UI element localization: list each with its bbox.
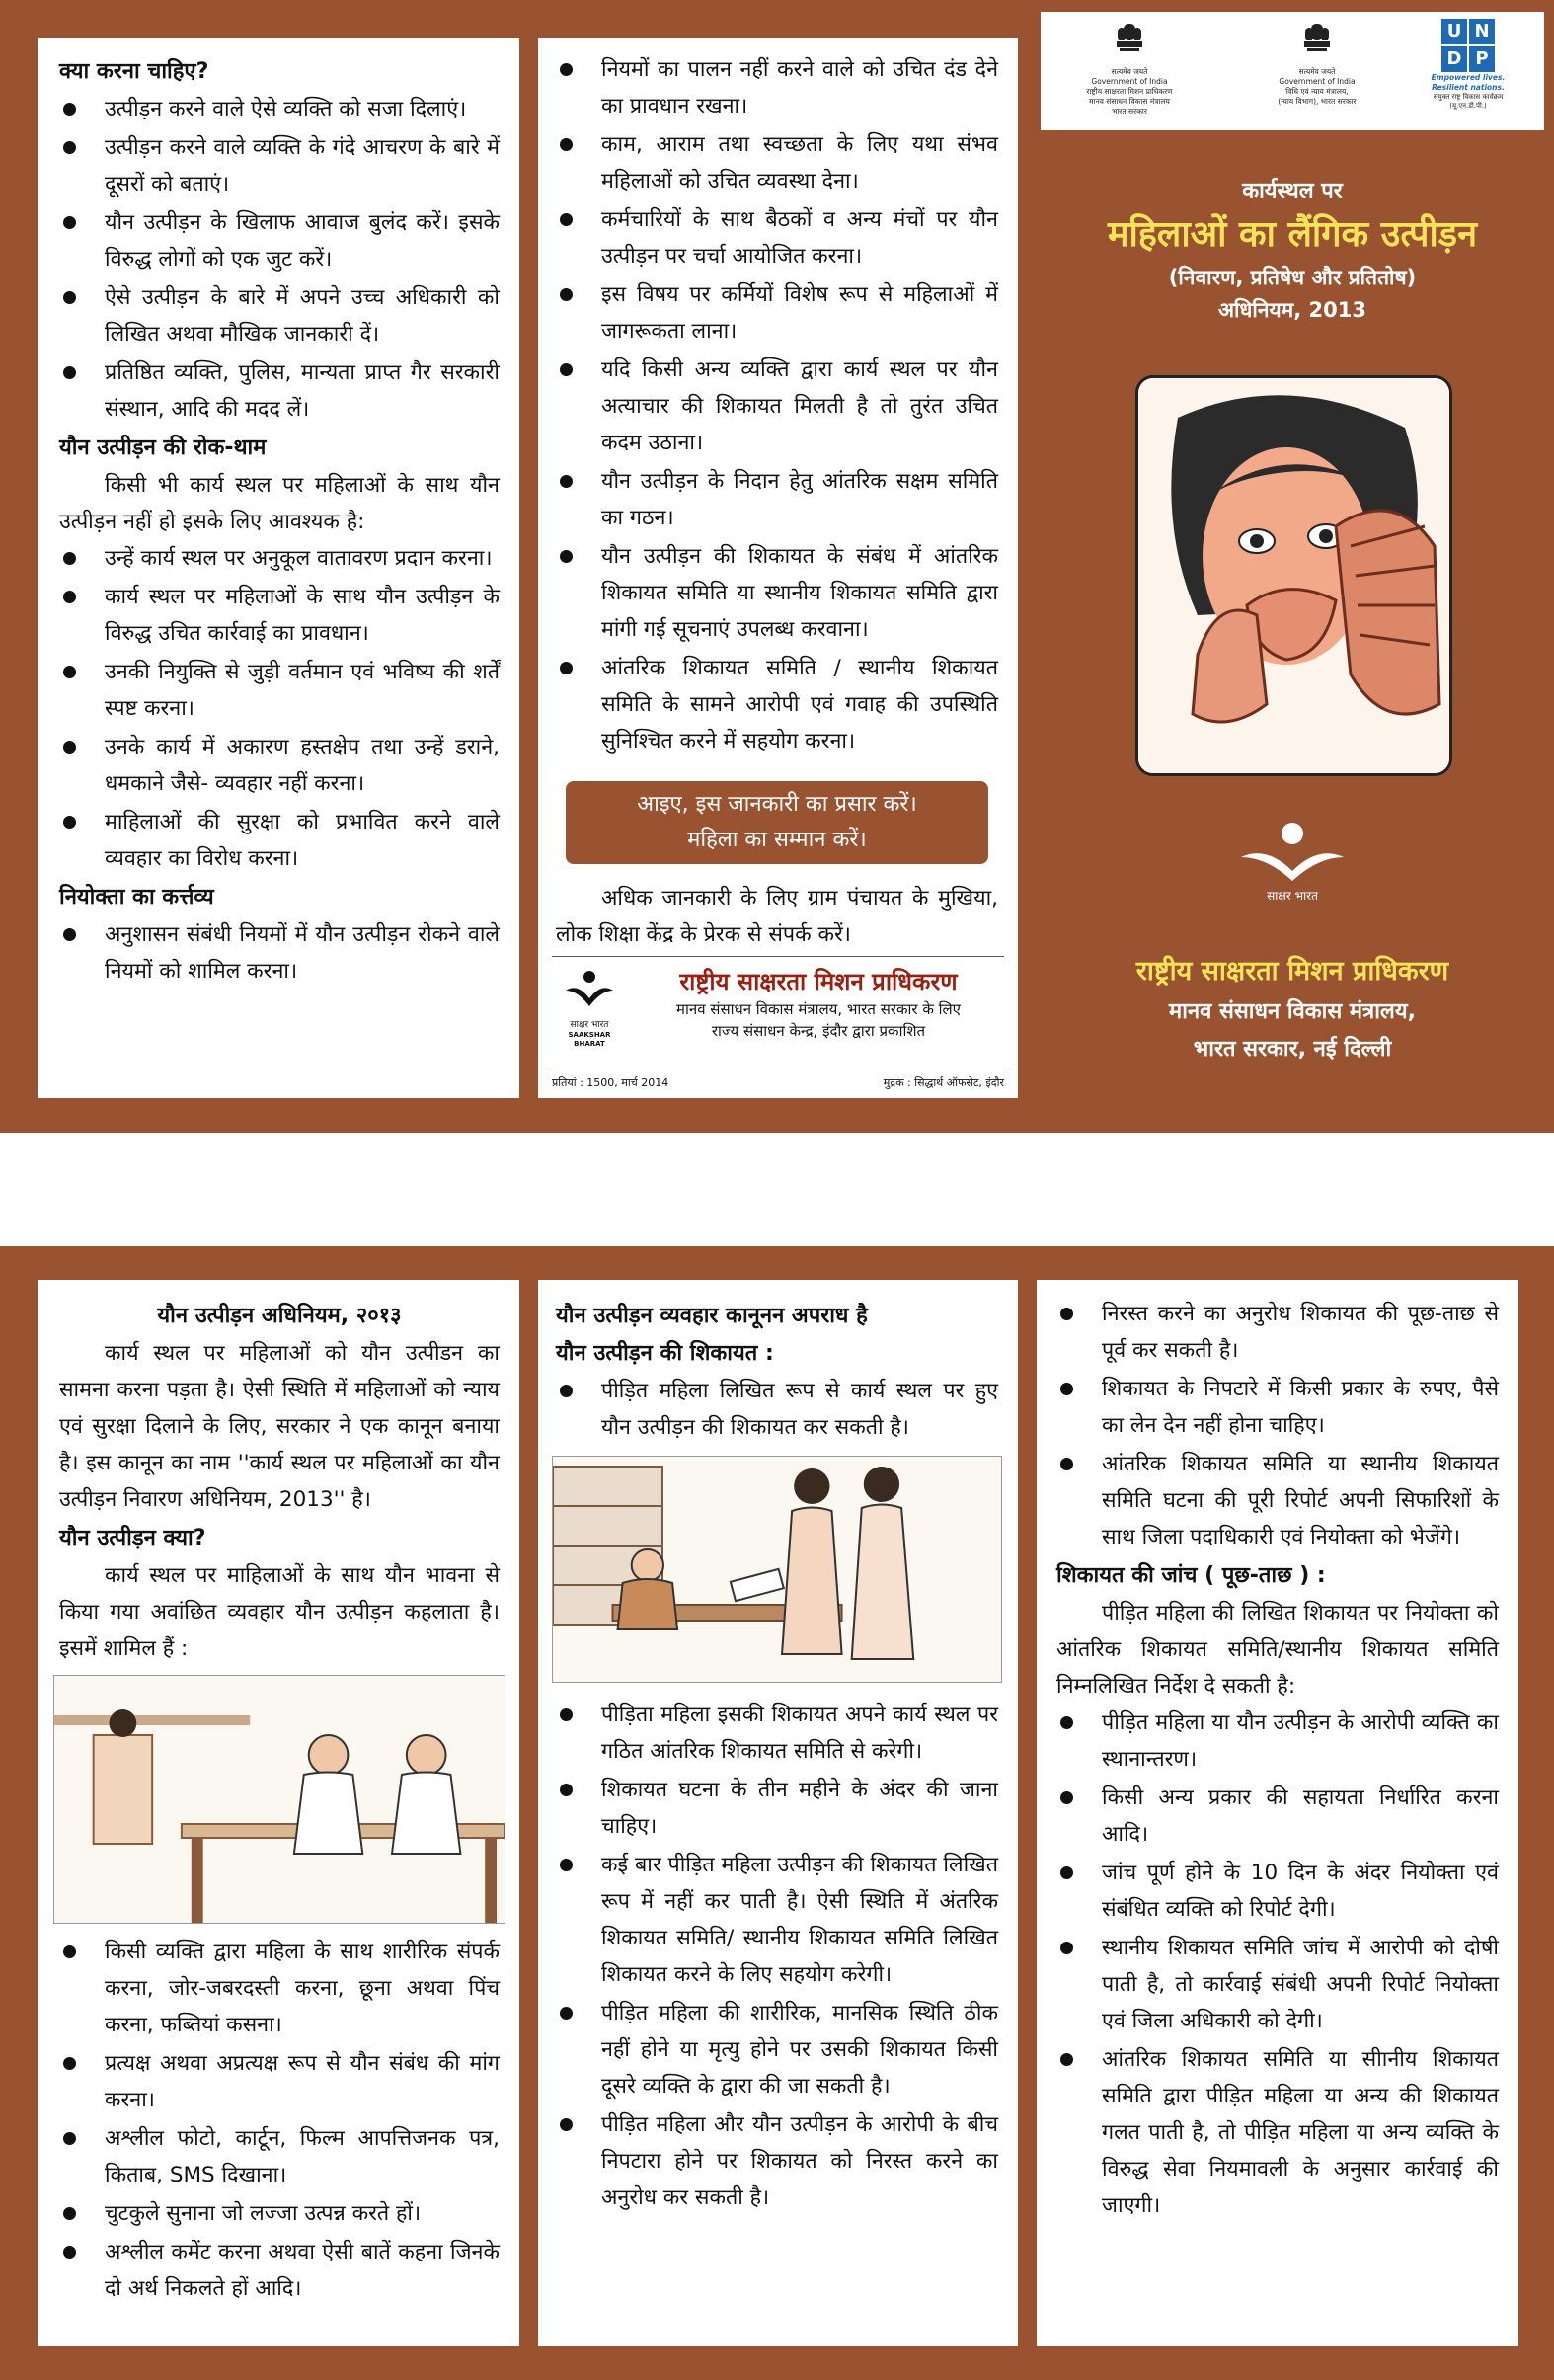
saakshar-bharat-cover-logo — [1041, 820, 1544, 905]
publisher-line: राज्य संसाधन केन्द्र, इंदौर द्वारा प्रकाशित — [711, 1022, 926, 1040]
list-harassment-acts — [59, 1934, 500, 2307]
list-item: निरस्त करने का अनुरोध शिकायत की पूछ-ताछ से पूर्व कर सकती है। — [1056, 1296, 1499, 1369]
list-item: पीड़ित महिला की शारीरिक, मानसिक स्थिति ठीक नहीं होने या मृत्यु होने पर उसकी शिकायत किसी दूसरे व्यक्ति के द्वारा की जा सकती है। — [556, 1995, 998, 2104]
publisher-block — [552, 956, 1004, 1048]
printer-text: मुद्रक : सिद्धार्थ ऑफसेट, इंदौर — [883, 1076, 1004, 1089]
list-item: काम, आराम तथा स्वच्छता के लिए यथा संभव महिलाओं को उचित व्यवस्था देना। — [556, 126, 998, 199]
cover-kicker: कार्यस्थल पर — [1242, 179, 1343, 203]
logo-english: SAAKSHAR BHARAT — [568, 1031, 611, 1048]
cover-illustration — [1135, 375, 1452, 776]
panel-act-intro — [38, 1280, 519, 2346]
complaint-illustration — [552, 1456, 1002, 1683]
undp-letter: U — [1441, 19, 1467, 44]
list-item: चुटकुले सुनाना जो लज्जा उत्पन्न करते हों। — [59, 2195, 500, 2232]
list-item: कार्य स्थल पर महिलाओं के साथ यौन उत्पीड़न के विरुद्ध उचित कार्रवाई का प्रावधान। — [59, 579, 500, 652]
list-inquiry-directions — [1056, 1705, 1499, 2224]
list-complaint-rules — [556, 1697, 998, 2216]
emblem-line: Government of India — [1091, 77, 1168, 86]
heading-legal-crime: यौन उत्पीड़न व्यवहार कानूनन अपराध है — [556, 1304, 868, 1328]
list-item: यौन उत्पीड़न के खिलाफ आवाज बुलंद करें। इसके विरुद्ध लोगों को एक जुट करें। — [59, 204, 500, 278]
list-item: अनुशासन संबंधी नियमों में यौन उत्पीड़न रोकने वाले नियमों को शामिल करना। — [59, 916, 500, 990]
logo-strip — [1041, 12, 1544, 130]
list-item: प्रतिष्ठित व्यक्ति, पुलिस, मान्यता प्राप्त गैर सरकारी संस्थान, आदि की मदद लें। — [59, 355, 500, 428]
heading-complaint: यौन उत्पीड़न की शिकायत : — [556, 1341, 774, 1366]
list-item: किसी अन्य प्रकार की सहायता निर्धारित करना आदि। — [1056, 1780, 1499, 1853]
callout-line: महिला का सम्मान करें। — [687, 828, 867, 852]
office-scene-illustration-icon — [54, 1676, 505, 1923]
emblem-line: राष्ट्रीय साक्षरता मिशन प्राधिकरण — [1086, 87, 1173, 96]
list-item: जांच पूर्ण होने के 10 दिन के अंदर नियोक्ता एवं संबंधित व्यक्ति को रिपोर्ट देगी। — [1056, 1855, 1499, 1928]
prevention-intro: किसी भी कार्य स्थल पर महिलाओं के साथ यौन उत्पीड़न नहीं हो इसके लिए आवश्यक है: — [59, 473, 500, 534]
awareness-callout — [566, 781, 988, 864]
list-item: यौन उत्पीड़न के निदान हेतु आंतरिक सक्षम समिति का गठन। — [556, 463, 998, 536]
emblem-line: Government of India — [1279, 77, 1356, 86]
panel-employer-duties — [538, 38, 1018, 1098]
more-info-text: अधिक जानकारी के लिए ग्राम पंचायत के मुखिया, लोक शिक्षा केंद्र के प्रेरक से संपर्क करें। — [556, 886, 998, 947]
cover-title-block — [1041, 174, 1544, 326]
heading-inquiry: शिकायत की जांच ( पूछ-ताछ ) : — [1056, 1563, 1326, 1588]
panel-title: यौन उत्पीड़न अधिनियम, २०१३ — [157, 1304, 402, 1328]
ashoka-emblem-icon — [1113, 20, 1146, 63]
list-item: नियमों का पालन नहीं करने वाले को उचित दंड देने का प्रावधान रखना। — [556, 51, 998, 124]
callout-line: आइए, इस जानकारी का प्रसार करें। — [637, 792, 917, 817]
list-item: उत्पीड़न करने वाले व्यक्ति के गंदे आचरण के बारे में दूसरों को बताएं। — [59, 129, 500, 202]
list-item: पीड़ित महिला और यौन उत्पीड़न के आरोपी के बीच निपटारा होने पर शिकायत को निरस्त करने का अनुरोध कर सकती है। — [556, 2106, 998, 2216]
complaint-scene-illustration-icon — [553, 1457, 1001, 1682]
list-employer-duty — [59, 916, 500, 990]
list-item: उनकी नियुक्ति से जुड़ी वर्तमान एवं भविष्य की शर्तें स्पष्ट करना। — [59, 654, 500, 727]
list-prevention — [59, 540, 500, 877]
list-item: पीड़ित महिला लिखित रूप से कार्य स्थल पर हुए यौन उत्पीड़न की शिकायत कर सकती है। — [556, 1373, 998, 1446]
list-item: शिकायत घटना के तीन महीने के अंदर की जाना चाहिए। — [556, 1772, 998, 1845]
list-item: किसी व्यक्ति द्वारा महिला के साथ शारीरिक संपर्क करना, जोर-जबरदस्ती करना, छूना अथवा पिंच करना, फब्तियां कसना। — [59, 1934, 500, 2043]
cover-ministry: मानव संसाधन विकास मंत्रालय, — [1169, 999, 1416, 1024]
panel-inquiry — [1037, 1280, 1518, 2346]
emblem-line: भारत सरकार — [1112, 107, 1147, 116]
list-item: स्थानीय शिकायत समिति जांच में आरोपी को दोषी पाती है, तो कार्रवाई संबंधी अपनी रिपोर्ट नियोक्ता एवं जिला अधिकारी को देगी। — [1056, 1930, 1499, 2039]
list-item: आंतरिक शिकायत समिति या स्थानीय शिकायत समिति घटना की पूरी रिपोर्ट अपनी सिफारिशों के साथ जिला पदाधिकारी एवं नियोक्ता को भेजेंगे। — [1056, 1446, 1499, 1555]
emblem-line: सत्यमेव जयते — [1298, 67, 1336, 76]
cover-footer — [1041, 950, 1544, 1069]
cover-gov: भारत सरकार, नई दिल्ली — [1193, 1037, 1392, 1062]
undp-tagline: Resilient nations. — [1432, 83, 1505, 92]
list-item: उनके कार्य में अकारण हस्तक्षेप तथा उन्हें डराने, धमकाने जैसे- व्यवहार नहीं करना। — [59, 729, 500, 802]
emblem-line: मानव संसाधन विकास मंत्रालय — [1089, 97, 1170, 106]
list-item: शिकायत के निपटारे में किसी प्रकार के रुपए, पैसे का लेन देन नहीं होना चाहिए। — [1056, 1371, 1499, 1444]
undp-hindi: संयुक्त राष्ट्र विकास कार्यक्रम (यू.एन.डी.पी.) — [1433, 93, 1504, 110]
print-info — [552, 1071, 1004, 1095]
list-complaint-first — [556, 1373, 998, 1446]
cover-nlma: राष्ट्रीय साक्षरता मिशन प्राधिकरण — [1135, 956, 1449, 987]
saakshar-logo — [552, 969, 627, 1049]
list-settlement — [1056, 1296, 1499, 1555]
nlma-name: राष्ट्रीय साक्षरता मिशन प्राधिकरण — [679, 968, 958, 995]
office-illustration — [53, 1675, 505, 1924]
list-item: अश्लील फोटो, कार्टून, फिल्म आपत्तिजनक पत्र, किताब, SMS दिखाना। — [59, 2120, 500, 2193]
emblem-law-ministry — [1238, 20, 1396, 107]
cover-title: महिलाओं का लैंगिक उत्पीड़न — [1107, 214, 1478, 255]
panel-what-to-do — [38, 38, 519, 1098]
list-item: कई बार पीड़ित महिला उत्पीड़न की शिकायत लिखित रूप में नहीं कर पाती है। ऐसी स्थिति में अंतरिक शिकायत समिति/ स्थानीय शिकायत समिति लिखित शिकायत करने के लिए सहयोग करेगी। — [556, 1847, 998, 1993]
list-item: आंतरिक शिकायत समिति / स्थानीय शिकायत समिति के सामने आरोपी एवं गवाह की उपस्थिति सुनिश्चित करने में सहयोग करना। — [556, 650, 998, 759]
emblem-line: (न्याय विभाग), भारत सरकार — [1278, 97, 1357, 106]
list-item: इस विषय पर कर्मियों विशेष रूप से महिलाओं में जागरूकता लाना। — [556, 277, 998, 350]
emblem-nlma — [1050, 20, 1208, 117]
heading-what-is-harassment: यौन उत्पीड़न क्या? — [59, 1526, 206, 1550]
list-what-to-do — [59, 91, 500, 428]
heading-prevention: यौन उत्पीड़न की रोक-थाम — [59, 436, 267, 460]
list-item: उन्हें कार्य स्थल पर अनुकूल वातावरण प्रदान करना। — [59, 540, 500, 577]
copies-text: प्रतियां : 1500, मार्च 2014 — [552, 1076, 669, 1089]
emblem-line: सत्यमेव जयते — [1111, 67, 1148, 76]
saakshar-bharat-logo-icon — [562, 969, 617, 1008]
list-item: ऐसे उत्पीड़न के बारे में अपने उच्च अधिकारी को लिखित अथवा मौखिक जानकारी दें। — [59, 279, 500, 353]
ashoka-emblem-icon — [1300, 20, 1334, 63]
list-employer-duties — [556, 51, 998, 759]
saakshar-bharat-logo-icon — [1233, 820, 1352, 883]
list-item: पीड़िता महिला इसकी शिकायत अपने कार्य स्थल पर गठित आंतरिक शिकायत समिति से करेगी। — [556, 1697, 998, 1770]
heading-employer-duty: नियोक्ता का कर्त्तव्य — [59, 885, 214, 910]
ministry-line: मानव संसाधन विकास मंत्रालय, भारत सरकार के लिए — [676, 1000, 961, 1018]
inquiry-intro: पीड़ित महिला की लिखित शिकायत पर नियोक्ता को आंतरिक शिकायत समिति/स्थानीय शिकायत समिति निम्नलिखित निर्देश दे सकती है: — [1056, 1601, 1499, 1699]
list-item: आंतरिक शिकायत समिति या सीानीय शिकायत समिति द्वारा पीड़ित महिला या अन्य की शिकायत गलत पाती है, तो पीड़ित महिला या अन्य व्यक्ति के विरुद्ध सेवा नियमावली के अनुसार कार्रवाई की जाएगी। — [1056, 2041, 1499, 2224]
undp-letter: D — [1441, 46, 1467, 72]
list-item: प्रत्यक्ष अथवा अप्रत्यक्ष रूप से यौन संबंध की मांग करना। — [59, 2045, 500, 2118]
undp-tagline: Empowered lives. — [1431, 73, 1506, 82]
cover-subtitle: (निवारण, प्रतिषेध और प्रतितोष) — [1168, 266, 1417, 289]
list-item: यौन उत्पीड़न की शिकायत के संबंध में आंतरिक शिकायत समिति या स्थानीय शिकायत समिति द्वारा मांगी गई सूचनाएं उपलब्ध करवाना। — [556, 538, 998, 648]
undp-letter: N — [1469, 19, 1495, 44]
cover-act: अधिनियम, 2013 — [1218, 298, 1366, 322]
undp-logo — [1414, 18, 1522, 111]
list-item: अश्लील कमेंट करना अथवा ऐसी बातें कहना जिनके दो अर्थ निकलते हों आदि। — [59, 2234, 500, 2307]
undp-letter: P — [1469, 46, 1495, 72]
list-item: यदि किसी अन्य व्यक्ति द्वारा कार्य स्थल पर यौन अत्याचार की शिकायत मिलती है तो तुरंत उचित कदम उठाना। — [556, 352, 998, 461]
panel-complaint — [538, 1280, 1018, 2346]
harassment-definition: कार्य स्थल पर माहिलाओं के साथ यौन भावना से किया गया अवांछित व्यवहार यौन उत्पीड़न कहलाता है। इसमें शामिल हैं : — [59, 1563, 500, 1661]
heading-what-to-do: क्या करना चाहिए? — [59, 59, 209, 84]
cover-logo-caption: साक्षर भारत — [1267, 889, 1318, 903]
list-item: उत्पीड़न करने वाले ऐसे व्यक्ति को सजा दिलाएं। — [59, 91, 500, 127]
frightened-woman-illustration-icon — [1138, 378, 1449, 773]
list-item: कर्मचारियों के साथ बैठकों व अन्य मंचों पर यौन उत्पीड़न पर चर्चा आयोजित करना। — [556, 201, 998, 275]
logo-hindi: साक्षर भारत — [570, 1020, 609, 1030]
emblem-line: विधि एवं न्याय मंत्रालय, — [1285, 87, 1349, 96]
act-intro-text: कार्य स्थल पर महिलाओं को यौन उत्पीडन का सामना करना पड़ता है। ऐसी स्थिति में महिलाओं को न्याय एवं सुरक्षा दिलाने के लिए, सरकार ने एक कानून बनाया है। इस कानून का नाम ''कार्य स्थल पर महिलाओं का यौन उत्पीड़न निवारण अधिनियम, 2013'' है। — [59, 1341, 500, 1512]
list-item: माहिलाओं की सुरक्षा को प्रभावित करने वाले व्यवहार का विरोध करना। — [59, 804, 500, 877]
list-item: पीड़ित महिला या यौन उत्पीड़न के आरोपी व्यक्ति का स्थानान्तरण। — [1056, 1705, 1499, 1778]
